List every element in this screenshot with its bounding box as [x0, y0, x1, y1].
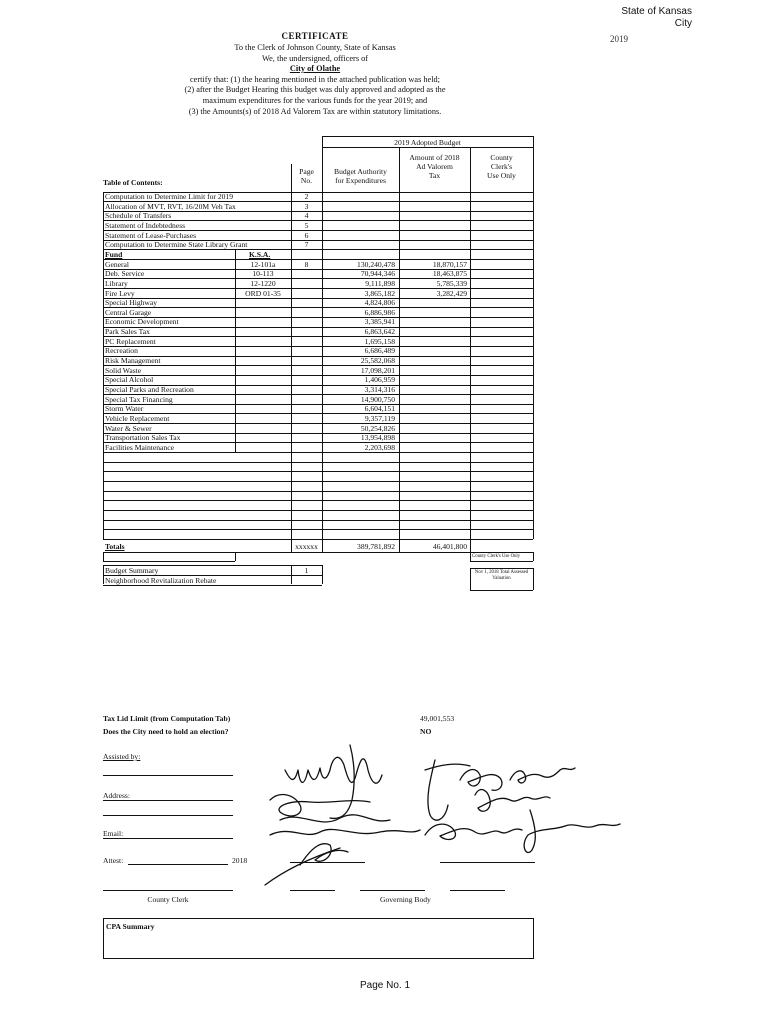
table-row-rule — [103, 365, 533, 366]
table-row-rule — [103, 336, 533, 337]
signature-line — [360, 890, 425, 891]
city-name: City of Olathe — [289, 64, 341, 74]
fund-row-ksa: 12-101a — [250, 259, 276, 269]
fund-row-name: Vehicle Replacement — [105, 413, 170, 423]
table-row-rule — [103, 510, 533, 511]
table-rule — [470, 590, 533, 591]
table-row-rule — [103, 529, 533, 530]
assessed-valuation-note: Nov 1, 2018 Total Assessed Valuation — [474, 570, 529, 581]
fund-row-budget: 14,900,750 — [360, 394, 395, 404]
cpa-box-left — [103, 918, 104, 959]
fund-row-name: Fire Levy — [105, 288, 135, 298]
fund-row-budget: 1,406,959 — [364, 375, 395, 385]
table-rule — [533, 568, 534, 590]
fund-row-ksa: 10-113 — [252, 269, 274, 279]
cpa-box-top — [103, 918, 533, 919]
table-row-rule — [103, 288, 533, 289]
fund-row-name: Recreation — [105, 346, 138, 356]
cpa-box-right — [533, 918, 534, 959]
fund-row-budget: 3,314,316 — [364, 385, 395, 394]
signature-line — [290, 890, 335, 891]
assisted-by-label: Assisted by: — [103, 752, 141, 761]
fund-row-budget: 17,098,201 — [360, 365, 395, 375]
attest-year: 2018 — [232, 856, 248, 865]
fund-row-budget: 50,254,826 — [360, 423, 395, 433]
table-row-rule — [103, 539, 533, 540]
handwritten-signatures — [260, 740, 640, 890]
totals-label: Totals — [105, 541, 125, 551]
signature-line — [103, 775, 233, 776]
table-rule — [291, 164, 292, 192]
budget-authority-header: Budget Authority for Expenditures — [334, 167, 387, 185]
table-rule — [103, 192, 104, 539]
certificate-line: (3) the Amounts(s) of 2018 Ad Valorem Tax are within statutory limitations. — [188, 106, 442, 116]
toc-row-page: 3 — [304, 201, 309, 211]
fund-row-name: Special Highway — [105, 298, 158, 308]
fund-row-budget: 3,385,941 — [364, 317, 395, 327]
fund-row-name: Risk Management — [105, 356, 161, 366]
table-rule — [470, 539, 471, 552]
fund-row-page: 8 — [304, 259, 309, 269]
table-rule — [399, 192, 400, 539]
table-row-rule — [103, 307, 533, 308]
signature-line — [103, 815, 233, 816]
county-clerk-header: County Clerk's Use Only — [487, 153, 516, 180]
signature-stroke — [270, 829, 420, 835]
page-number: Page No. 1 — [359, 980, 411, 991]
table-row-rule — [103, 462, 533, 463]
clerk-use-note: County Clerk's Use Only — [472, 553, 521, 559]
table-row-rule — [103, 423, 533, 424]
signature-stroke — [425, 764, 470, 770]
budget-summary-label: Budget Summary — [105, 566, 159, 576]
fund-row-budget: 6,886,986 — [364, 307, 395, 317]
certificate-line: maximum expenditures for the various funds for the year 2019; and — [202, 95, 428, 105]
table-row-rule — [103, 404, 533, 405]
fund-row-budget: 6,863,642 — [364, 327, 395, 337]
certificate-line: To the Clerk of Johnson County, State of Kansas — [234, 43, 396, 52]
toc-row-name: Schedule of Transfers — [105, 211, 172, 221]
table-row-rule — [103, 249, 533, 250]
fund-row-tax: 3,282,429 — [436, 288, 467, 298]
fund-row-budget: 13,954,898 — [360, 433, 395, 443]
toc-row-page: 2 — [304, 192, 309, 201]
fund-row-budget: 2,203,698 — [364, 442, 395, 452]
fund-row-name: Park Sales Tax — [105, 327, 150, 337]
cpa-box-bottom — [103, 958, 533, 959]
fund-row-budget: 4,824,806 — [364, 298, 395, 308]
table-rule — [322, 136, 533, 137]
toc-row-name: Statement of Lease-Purchases — [105, 230, 197, 240]
fund-row-ksa: 12-1220 — [250, 278, 276, 288]
toc-row-page: 7 — [304, 240, 309, 250]
signature-stroke — [270, 795, 370, 816]
table-rule — [470, 568, 471, 590]
signature-stroke — [425, 824, 522, 839]
signature-stroke — [428, 760, 448, 820]
election-question: Does the City need to hold an election? — [103, 727, 229, 736]
fund-header: Fund — [105, 249, 123, 259]
fund-row-budget: 3,865,182 — [364, 288, 395, 298]
fund-row-budget: 9,111,898 — [365, 278, 395, 288]
fund-row-name: Special Tax Financing — [105, 394, 173, 404]
address-label: Address: — [103, 791, 130, 800]
table-rule — [533, 192, 534, 539]
fund-row-budget: 9,357,119 — [364, 413, 395, 423]
adopted-budget-header: 2019 Adopted Budget — [394, 138, 461, 147]
totals-budget: 389,781,892 — [357, 541, 395, 551]
table-rule — [470, 192, 471, 539]
fund-row-name: Water & Sewer — [105, 423, 152, 433]
fund-row-name: General — [105, 259, 130, 269]
table-row-rule — [103, 278, 533, 279]
table-rule — [103, 561, 235, 562]
governing-body-label: Governing Body — [380, 895, 431, 904]
signature-stroke — [475, 790, 550, 812]
table-row-rule — [103, 481, 533, 482]
toc-row-name: Computation to Determine Limit for 2019 — [105, 192, 234, 201]
signature-stroke — [510, 768, 575, 783]
fund-row-budget: 1,695,158 — [364, 336, 395, 346]
signature-line — [103, 890, 233, 891]
toc-row-name: Statement of Indebtedness — [105, 220, 186, 230]
fund-row-budget: 70,944,346 — [360, 269, 395, 279]
fund-row-ksa: ORD 01-35 — [245, 288, 281, 298]
fund-row-tax: 18,463,875 — [432, 269, 467, 279]
table-row-rule — [103, 471, 533, 472]
fund-row-name: Facilities Maintenance — [105, 442, 174, 452]
email-label: Email: — [103, 829, 124, 838]
table-rule — [235, 552, 236, 562]
table-row-rule — [103, 327, 533, 328]
table-rule — [103, 552, 104, 562]
totals-tax: 46,401,800 — [432, 541, 467, 551]
ad-valorem-header: Amount of 2018 Ad Valorem Tax — [409, 153, 460, 180]
table-row-rule — [103, 269, 533, 270]
page-no-header: Page No. — [299, 167, 314, 185]
certificate-title: CERTIFICATE — [281, 31, 349, 41]
county-clerk-label: County Clerk — [147, 895, 189, 904]
table-rule — [470, 561, 533, 562]
attest-label: Attest: — [103, 856, 124, 865]
fund-row-name: PC Replacement — [105, 336, 156, 346]
budget-year: 2019 — [610, 34, 628, 44]
fund-row-name: Special Parks and Recreation — [105, 385, 194, 394]
fund-row-name: Central Garage — [105, 307, 152, 317]
table-row-rule — [103, 520, 533, 521]
table-row-rule — [103, 500, 533, 501]
signature-line — [103, 800, 233, 801]
table-rule — [470, 552, 471, 562]
fund-row-name: Solid Waste — [105, 365, 142, 375]
table-row-rule — [103, 491, 533, 492]
fund-row-budget: 6,604,151 — [364, 404, 395, 414]
fund-row-tax: 18,870,157 — [432, 259, 467, 269]
tax-lid-label: Tax Lid Limit (from Computation Tab) — [103, 714, 231, 723]
toc-row-page: 6 — [304, 230, 309, 240]
fund-row-name: Economic Development — [105, 317, 179, 327]
table-rule — [322, 147, 533, 148]
signature-stroke — [460, 770, 502, 791]
fund-row-tax: 5,785,339 — [436, 278, 467, 288]
fund-row-budget: 130,240,478 — [357, 259, 395, 269]
toc-row-page: 4 — [304, 211, 309, 221]
table-rule — [235, 249, 236, 452]
table-rule — [533, 552, 534, 562]
table-rule — [470, 568, 533, 569]
fund-row-budget: 25,582,068 — [360, 356, 395, 366]
fund-row-name: Special Alcohol — [105, 375, 154, 385]
fund-row-budget: 6,686,489 — [364, 346, 395, 356]
signature-line — [103, 838, 233, 839]
table-row-rule — [103, 375, 533, 376]
table-rule — [103, 552, 533, 553]
tax-lid-value: 49,001,553 — [420, 714, 455, 723]
budget-summary-page: 1 — [304, 566, 309, 576]
toc-label: Table of Contents: — [103, 178, 163, 187]
table-rule — [533, 136, 534, 192]
fund-row-name: Transportation Sales Tax — [105, 433, 181, 443]
fund-row-name: Storm Water — [105, 404, 144, 414]
signature-stroke — [265, 848, 340, 885]
ksa-header: K.S.A. — [249, 249, 271, 259]
toc-row-page: 5 — [304, 220, 309, 230]
cpa-summary-label: CPA Summary — [106, 922, 155, 931]
election-answer: NO — [420, 727, 432, 736]
toc-row-name: Computation to Determine State Library Grant — [105, 240, 248, 250]
table-rule — [103, 565, 104, 584]
certificate-line: (2) after the Budget Hearing this budget was duly approved and adopted as the — [184, 85, 446, 95]
signature-stroke — [524, 810, 620, 852]
signature-stroke — [285, 757, 382, 783]
fund-row-name: Deb. Service — [105, 269, 145, 279]
certificate-line: certify that: (1) the hearing mentioned in the attached publication was held; — [190, 74, 440, 84]
certificate-line: We, the undersigned, officers of — [261, 53, 369, 63]
city-type-label: City — [674, 18, 692, 29]
signature-line — [128, 864, 228, 865]
table-row-rule — [103, 356, 533, 357]
table-row-rule — [103, 346, 533, 347]
signature-line — [450, 890, 505, 891]
state-label: State of Kansas — [621, 6, 692, 17]
table-rule — [322, 565, 323, 584]
table-row-rule — [103, 298, 533, 299]
toc-row-name: Allocation of MVT, RVT, 16/20M Veh Tax — [105, 201, 236, 211]
table-row-rule — [103, 452, 533, 453]
neighborhood-rebate-label: Neighborhood Revitalization Rebate — [105, 575, 217, 585]
totals-page: xxxxxx — [295, 541, 318, 551]
fund-row-name: Library — [105, 278, 128, 288]
